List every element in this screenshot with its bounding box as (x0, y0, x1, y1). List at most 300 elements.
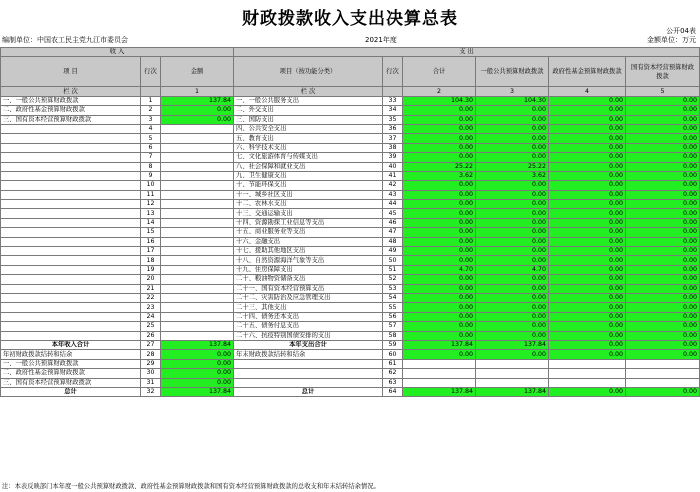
expense-general: 0.00 (476, 275, 549, 284)
expense-item: 二十六、抗疫特别国债安排的支出 (234, 331, 383, 340)
expense-total: 0.00 (403, 322, 476, 331)
expense-total: 0.00 (403, 331, 476, 340)
expense-general: 0.00 (476, 153, 549, 162)
income-line-no: 22 (141, 293, 161, 302)
expense-general: 3.62 (476, 171, 549, 180)
expense-general: 0.00 (476, 106, 549, 115)
expense-line-no: 53 (383, 284, 403, 293)
income-line-no: 7 (141, 153, 161, 162)
expense-item: 九、卫生健康支出 (234, 171, 383, 180)
expense-total: 0.00 (403, 115, 476, 124)
expense-item: 五、教育支出 (234, 134, 383, 143)
expense-total: 0.00 (403, 190, 476, 199)
expense-total: 0.00 (403, 256, 476, 265)
table-row (1, 209, 700, 218)
expense-fund: 0.00 (549, 96, 626, 105)
expense-general: 0.00 (476, 284, 549, 293)
expense-line-no: 42 (383, 181, 403, 190)
expense-header: 支 出 (234, 48, 700, 57)
income-line-no: 24 (141, 312, 161, 321)
expense-line-no: 43 (383, 190, 403, 199)
expense-total: 0.00 (403, 143, 476, 152)
expense-line-no: 54 (383, 293, 403, 302)
expense-item: 二十二、灾害防治及应急管理支出 (234, 293, 383, 302)
year-income-line-no: 27 (141, 340, 161, 349)
table-row (1, 303, 700, 312)
expense-line-no: 58 (383, 331, 403, 340)
begin-sub-line-no: 30 (141, 369, 161, 378)
expense-total: 0.00 (403, 218, 476, 227)
expense-item: 二十三、其他支出 (234, 303, 383, 312)
begin-sub-amount: 0.00 (161, 378, 234, 387)
table-row (1, 387, 700, 396)
table-row (1, 153, 700, 162)
income-amount (161, 293, 234, 302)
income-amount (161, 331, 234, 340)
income-amount (161, 256, 234, 265)
expense-general: 0.00 (476, 237, 549, 246)
expense-state-capital: 0.00 (626, 124, 700, 133)
expense-total: 0.00 (403, 228, 476, 237)
expense-state-capital: 0.00 (626, 200, 700, 209)
begin-sub-line-no: 31 (141, 378, 161, 387)
expense-general: 25.22 (476, 162, 549, 171)
income-item (1, 275, 141, 284)
table-row (1, 181, 700, 190)
expense-line-no: 48 (383, 237, 403, 246)
expense-item: 十五、商业服务业等支出 (234, 228, 383, 237)
expense-item: 二十五、债务付息支出 (234, 322, 383, 331)
income-line-no: 10 (141, 181, 161, 190)
grand-total-expense-state-capital: 0.00 (626, 387, 700, 396)
footnote: 注：本表反映部门本年度一般公共预算财政拨款、政府性基金预算财政拨款和国有资本经营预算财政拨款的总收支和年末结转结余情况。 (2, 483, 380, 490)
income-amount (161, 237, 234, 246)
income-item: 三、国有资本经营预算财政拨款 (1, 115, 141, 124)
grand-total-expense-general: 137.84 (476, 387, 549, 396)
begin-sub-item: 三、国有资本经营预算财政拨款 (1, 378, 141, 387)
expense-item: 二十四、债务还本支出 (234, 312, 383, 321)
expense-state-capital: 0.00 (626, 96, 700, 105)
budget-table (0, 47, 700, 397)
expense-line-no: 50 (383, 256, 403, 265)
expense-general: 0.00 (476, 293, 549, 302)
income-amount (161, 181, 234, 190)
income-amount (161, 124, 234, 133)
income-item (1, 331, 141, 340)
expense-total: 0.00 (403, 247, 476, 256)
expense-item: 二十一、国有资本经营预算支出 (234, 284, 383, 293)
year-income-label: 本年收入合计 (1, 340, 141, 349)
unit-label: 编制单位：中国农工民主党九江市委员会 (2, 36, 128, 44)
expense-fund: 0.00 (549, 331, 626, 340)
expense-line-no: 44 (383, 200, 403, 209)
begin-sub-line-no: 29 (141, 359, 161, 368)
end-balance-general: 0.00 (476, 350, 549, 359)
table-row (1, 171, 700, 180)
end-sub-line-no: 63 (383, 378, 403, 387)
income-line-no: 17 (141, 247, 161, 256)
income-line-no: 14 (141, 218, 161, 227)
expense-item: 十一、城乡社区支出 (234, 190, 383, 199)
expense-state-capital: 0.00 (626, 115, 700, 124)
grand-total-expense-label: 总计 (234, 387, 383, 396)
expense-state-capital: 0.00 (626, 181, 700, 190)
expense-total: 0.00 (403, 303, 476, 312)
income-amount (161, 265, 234, 274)
amount-header: 金额 (161, 57, 234, 87)
expense-state-capital: 0.00 (626, 171, 700, 180)
expense-item: 二、外交支出 (234, 106, 383, 115)
expense-item: 十八、自然资源海洋气象等支出 (234, 256, 383, 265)
income-amount (161, 200, 234, 209)
expense-item: 七、文化旅游体育与传媒支出 (234, 153, 383, 162)
expense-state-capital: 0.00 (626, 106, 700, 115)
income-item (1, 312, 141, 321)
grand-total-expense-total: 137.84 (403, 387, 476, 396)
income-amount: 0.00 (161, 106, 234, 115)
income-amount (161, 171, 234, 180)
income-line-no: 4 (141, 124, 161, 133)
expense-general: 0.00 (476, 190, 549, 199)
total-header: 合计 (403, 57, 476, 87)
expense-general: 0.00 (476, 124, 549, 133)
column-index-row (1, 87, 700, 96)
income-amount: 0.00 (161, 115, 234, 124)
expense-fund: 0.00 (549, 143, 626, 152)
table-row (1, 200, 700, 209)
income-amount (161, 322, 234, 331)
income-line-no: 20 (141, 275, 161, 284)
col-index-3: 3 (476, 87, 549, 96)
expense-total: 0.00 (403, 106, 476, 115)
income-item (1, 247, 141, 256)
general-header: 一般公共预算财政拨款 (476, 57, 549, 87)
year-label: 2021年度 (365, 36, 397, 44)
table-row (1, 96, 700, 105)
expense-state-capital: 0.00 (626, 190, 700, 199)
expense-line-no: 47 (383, 228, 403, 237)
expense-state-capital: 0.00 (626, 322, 700, 331)
income-item (1, 171, 141, 180)
expense-state-capital: 0.00 (626, 275, 700, 284)
expense-fund: 0.00 (549, 181, 626, 190)
income-amount (161, 303, 234, 312)
end-balance-total: 0.00 (403, 350, 476, 359)
end-balance-label: 年末财政拨款结转和结余 (234, 350, 383, 359)
table-row (1, 369, 700, 378)
income-line-no: 8 (141, 162, 161, 171)
expense-fund: 0.00 (549, 218, 626, 227)
expense-general: 104.30 (476, 96, 549, 105)
income-line-no: 18 (141, 256, 161, 265)
begin-sub-amount: 0.00 (161, 359, 234, 368)
expense-line-no: 35 (383, 115, 403, 124)
expense-line-no: 56 (383, 312, 403, 321)
expense-fund: 0.00 (549, 293, 626, 302)
end-balance-line-no: 60 (383, 350, 403, 359)
income-header: 收 入 (1, 48, 234, 57)
income-item (1, 322, 141, 331)
exp-line-no-header: 行次 (383, 57, 403, 87)
expense-item: 八、社会保障和就业支出 (234, 162, 383, 171)
income-amount: 137.84 (161, 96, 234, 105)
table-row (1, 256, 700, 265)
expense-line-no: 51 (383, 265, 403, 274)
table-row (1, 340, 700, 349)
expense-total: 4.70 (403, 265, 476, 274)
expense-state-capital: 0.00 (626, 228, 700, 237)
expense-total: 0.00 (403, 293, 476, 302)
col-index-2: 2 (403, 87, 476, 96)
end-balance-state-capital: 0.00 (626, 350, 700, 359)
income-line-no: 3 (141, 115, 161, 124)
table-row (1, 228, 700, 237)
expense-line-no: 49 (383, 247, 403, 256)
expense-fund: 0.00 (549, 275, 626, 284)
expense-line-no: 52 (383, 275, 403, 284)
table-row (1, 218, 700, 227)
table-row (1, 378, 700, 387)
form-number: 公开04表 (666, 27, 696, 35)
income-line-no: 1 (141, 96, 161, 105)
expense-general: 0.00 (476, 181, 549, 190)
expense-fund: 0.00 (549, 200, 626, 209)
income-amount (161, 134, 234, 143)
expense-general: 0.00 (476, 247, 549, 256)
expense-total: 0.00 (403, 153, 476, 162)
income-item (1, 134, 141, 143)
amount-unit: 金额单位：万元 (647, 36, 696, 44)
expense-state-capital: 0.00 (626, 247, 700, 256)
income-amount (161, 153, 234, 162)
begin-sub-item: 二、政府性基金预算财政拨款 (1, 369, 141, 378)
grand-total-income-line-no: 32 (141, 387, 161, 396)
income-item: 二、政府性基金预算财政拨款 (1, 106, 141, 115)
expense-total: 0.00 (403, 134, 476, 143)
table-row (1, 350, 700, 359)
expense-state-capital: 0.00 (626, 331, 700, 340)
table-row (1, 106, 700, 115)
expense-item: 三、国防支出 (234, 115, 383, 124)
expense-state-capital: 0.00 (626, 265, 700, 274)
expense-line-no: 45 (383, 209, 403, 218)
income-item (1, 284, 141, 293)
expense-state-capital: 0.00 (626, 209, 700, 218)
expense-fund: 0.00 (549, 153, 626, 162)
table-row (1, 322, 700, 331)
expense-fund: 0.00 (549, 106, 626, 115)
income-amount (161, 143, 234, 152)
table-row (1, 275, 700, 284)
income-line-no: 11 (141, 190, 161, 199)
item-header: 项 目 (1, 57, 141, 87)
expense-line-no: 37 (383, 134, 403, 143)
expense-general: 4.70 (476, 265, 549, 274)
grand-total-income-label: 总计 (1, 387, 141, 396)
expense-line-no: 41 (383, 171, 403, 180)
meta-bar (2, 35, 698, 46)
expense-item: 十、节能环保支出 (234, 181, 383, 190)
table-row (1, 237, 700, 246)
expense-fund: 0.00 (549, 115, 626, 124)
fund-header: 政府性基金预算财政拨款 (549, 57, 626, 87)
page-title: 财政拨款收入支出决算总表 (242, 9, 458, 29)
expense-total: 104.30 (403, 96, 476, 105)
begin-balance-line-no: 28 (141, 350, 161, 359)
year-expense-line-no: 59 (383, 340, 403, 349)
income-item (1, 200, 141, 209)
expense-general: 0.00 (476, 209, 549, 218)
begin-sub-item: 一、一般公共预算财政拨款 (1, 359, 141, 368)
expense-item: 十六、金融支出 (234, 237, 383, 246)
expense-line-no: 39 (383, 153, 403, 162)
income-item (1, 256, 141, 265)
expense-general: 0.00 (476, 228, 549, 237)
expense-total: 0.00 (403, 275, 476, 284)
income-line-no: 2 (141, 106, 161, 115)
income-amount (161, 275, 234, 284)
income-item: 一、一般公共预算财政拨款 (1, 96, 141, 105)
income-amount (161, 228, 234, 237)
end-balance-fund: 0.00 (549, 350, 626, 359)
expense-state-capital: 0.00 (626, 293, 700, 302)
expense-fund: 0.00 (549, 171, 626, 180)
expense-total: 0.00 (403, 209, 476, 218)
year-expense-total: 137.84 (403, 340, 476, 349)
income-amount (161, 284, 234, 293)
end-sub-line-no: 61 (383, 359, 403, 368)
income-item (1, 265, 141, 274)
year-expense-general: 137.84 (476, 340, 549, 349)
expense-fund: 0.00 (549, 162, 626, 171)
begin-sub-amount: 0.00 (161, 369, 234, 378)
expense-fund: 0.00 (549, 312, 626, 321)
expense-fund: 0.00 (549, 237, 626, 246)
expense-item: 一、一般公共服务支出 (234, 96, 383, 105)
income-line-no: 15 (141, 228, 161, 237)
table-row (1, 134, 700, 143)
income-amount (161, 312, 234, 321)
income-line-no: 23 (141, 303, 161, 312)
income-line-no: 5 (141, 134, 161, 143)
expense-state-capital: 0.00 (626, 256, 700, 265)
expense-fund: 0.00 (549, 256, 626, 265)
expense-fund: 0.00 (549, 209, 626, 218)
income-amount (161, 162, 234, 171)
income-line-no: 26 (141, 331, 161, 340)
expense-general: 0.00 (476, 312, 549, 321)
income-item (1, 162, 141, 171)
expense-general: 0.00 (476, 256, 549, 265)
expense-item: 十三、交通运输支出 (234, 209, 383, 218)
expense-state-capital: 0.00 (626, 162, 700, 171)
table-row (1, 124, 700, 133)
expense-item: 六、科学技术支出 (234, 143, 383, 152)
expense-fund: 0.00 (549, 265, 626, 274)
state-capital-header: 国有资本经营预算财政拨款 (626, 57, 700, 87)
begin-balance-amount: 0.00 (161, 350, 234, 359)
income-amount (161, 190, 234, 199)
income-item (1, 190, 141, 199)
expense-fund: 0.00 (549, 247, 626, 256)
expense-fund: 0.00 (549, 284, 626, 293)
income-amount (161, 209, 234, 218)
header-row-2 (1, 57, 700, 87)
income-line-no: 12 (141, 200, 161, 209)
expense-item: 十四、资源勘探工业信息等支出 (234, 218, 383, 227)
income-item (1, 303, 141, 312)
year-expense-state-capital: 0.00 (626, 340, 700, 349)
expense-fund: 0.00 (549, 322, 626, 331)
expense-state-capital: 0.00 (626, 303, 700, 312)
line-no-header: 行次 (141, 57, 161, 87)
table-row (1, 331, 700, 340)
expense-item: 二十、粮油物资储备支出 (234, 275, 383, 284)
expense-total: 0.00 (403, 237, 476, 246)
income-line-no: 21 (141, 284, 161, 293)
year-income-amount: 137.84 (161, 340, 234, 349)
expense-state-capital: 0.00 (626, 237, 700, 246)
table-row (1, 284, 700, 293)
income-line-no: 6 (141, 143, 161, 152)
table-row (1, 247, 700, 256)
end-sub-line-no: 62 (383, 369, 403, 378)
grand-total-expense-line-no: 64 (383, 387, 403, 396)
lanci-label-right: 栏 次 (234, 87, 383, 96)
expense-total: 0.00 (403, 124, 476, 133)
income-item (1, 153, 141, 162)
table-row (1, 312, 700, 321)
expense-state-capital: 0.00 (626, 284, 700, 293)
income-item (1, 209, 141, 218)
income-line-no: 16 (141, 237, 161, 246)
income-item (1, 143, 141, 152)
table-row (1, 359, 700, 368)
table-row (1, 143, 700, 152)
income-line-no: 25 (141, 322, 161, 331)
expense-general: 0.00 (476, 303, 549, 312)
expense-fund: 0.00 (549, 228, 626, 237)
expense-fund: 0.00 (549, 134, 626, 143)
expense-state-capital: 0.00 (626, 312, 700, 321)
income-item (1, 124, 141, 133)
table-row (1, 293, 700, 302)
table-row (1, 115, 700, 124)
expense-general: 0.00 (476, 200, 549, 209)
begin-balance-label: 年初财政拨款结转和结余 (1, 350, 141, 359)
table-row (1, 265, 700, 274)
expense-item: 十九、住房保障支出 (234, 265, 383, 274)
expense-line-no: 36 (383, 124, 403, 133)
income-line-no: 9 (141, 171, 161, 180)
expense-total: 0.00 (403, 200, 476, 209)
col-index-5: 5 (626, 87, 700, 96)
income-item (1, 181, 141, 190)
income-item (1, 228, 141, 237)
expense-general: 0.00 (476, 143, 549, 152)
expense-line-no: 38 (383, 143, 403, 152)
expense-line-no: 46 (383, 218, 403, 227)
grand-total-income-amount: 137.84 (161, 387, 234, 396)
expense-item: 十二、农林水支出 (234, 200, 383, 209)
expense-total: 3.62 (403, 171, 476, 180)
exp-item-header: 项目（按功能分类） (234, 57, 383, 87)
expense-fund: 0.00 (549, 190, 626, 199)
expense-fund: 0.00 (549, 124, 626, 133)
expense-general: 0.00 (476, 322, 549, 331)
expense-general: 0.00 (476, 134, 549, 143)
year-expense-label: 本年支出合计 (234, 340, 383, 349)
